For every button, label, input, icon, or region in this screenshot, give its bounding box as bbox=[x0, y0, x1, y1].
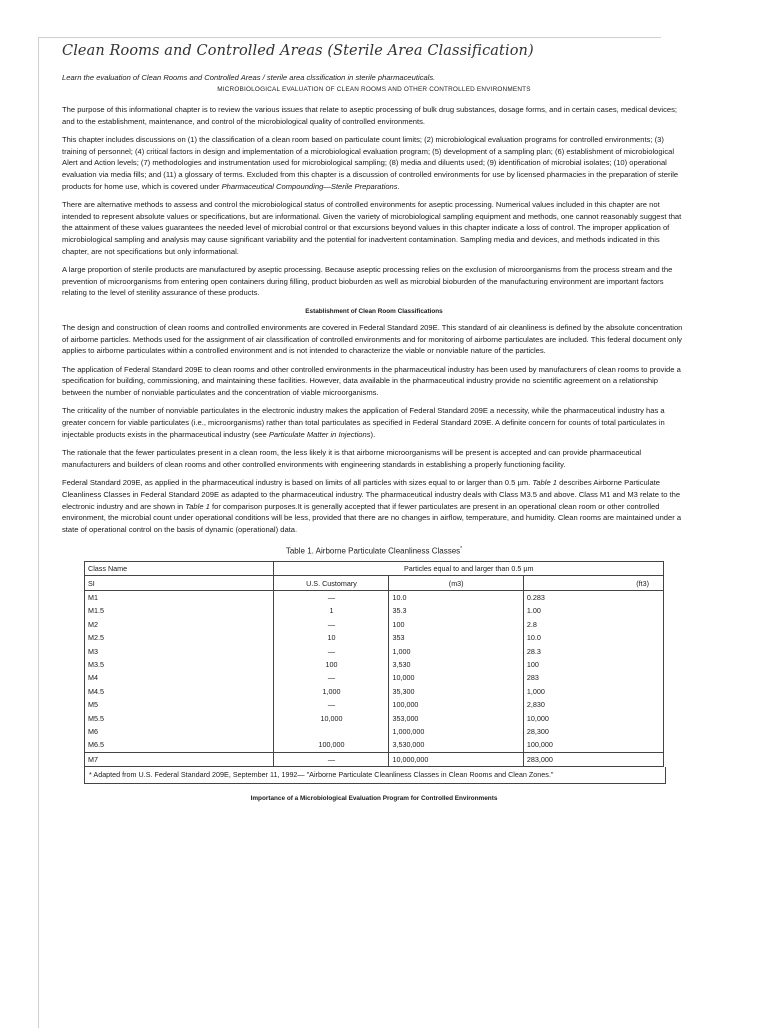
paragraph-federal-standard bbox=[62, 477, 686, 535]
table-reference: Table 1 bbox=[185, 501, 210, 511]
cell-ft3: 2,830 bbox=[523, 698, 663, 711]
cell-m3: 100,000 bbox=[389, 698, 523, 711]
cell-m3: 1,000 bbox=[389, 644, 523, 657]
paragraph-alternative-methods: There are alternative methods to assess and control the microbiological status of controlled environments for aseptic processing. Numerical values included in this chapter are not intended to represent absolute values or specifications, but are informational. Given the variety of microbiological sampling equipment and methods, one cannot reasonably suggest that the attainment of these values guarantees the needed level of microbial control or that excursions beyond values in this chapter indicate a loss of control. The improper application of microbiological sampling and analysis may cause significant variability and the potential for inadvertent contamination. Sampling media and devices, and methods indicated in this chapter, are not specifications but only informational. bbox=[62, 200, 682, 256]
paragraph-text: Federal Standard 209E, as applied in the pharmaceutical industry is based on limits of all particles with sizes equal to or larger than 0.5 µm. bbox=[62, 478, 533, 488]
table-row bbox=[85, 752, 664, 766]
cell-us-customary: 1 bbox=[274, 604, 389, 617]
cell-ft3: 283,000 bbox=[523, 752, 663, 766]
cell-us-customary: — bbox=[274, 671, 389, 684]
table-footnote: * Adapted from U.S. Federal Standard 209E, September 11, 1992— "Airborne Particulate Cleanliness Classes in Clean Rooms and Clean Zones." bbox=[84, 767, 666, 784]
cell-us-customary: — bbox=[274, 618, 389, 631]
cell-us-customary: 10 bbox=[274, 631, 389, 644]
paragraph-chapter-contents bbox=[62, 134, 686, 192]
table-row bbox=[85, 738, 664, 752]
cell-class-name: M4.5 bbox=[85, 685, 274, 698]
cleanliness-classes-table bbox=[84, 561, 664, 767]
cell-m3: 3,530,000 bbox=[389, 738, 523, 752]
paragraph-application: The application of Federal Standard 209E to clean rooms and other controlled environments in the pharmaceutical industry has been used by manufacturers of clean rooms to provide a specification for building, commissioning, and maintaining these facilities. However, data available in the pharmaceutical industry provide no scientific agreement on a relationship between the number of nonviable particulates and the concentration of viable microorganisms. bbox=[62, 364, 681, 397]
document-title: Clean Rooms and Controlled Areas (Sterile Area Classification) bbox=[62, 43, 534, 59]
cell-us-customary: 1,000 bbox=[274, 685, 389, 698]
table-caption bbox=[62, 546, 686, 556]
paragraph-text: . bbox=[397, 181, 400, 191]
cell-class-name: M3.5 bbox=[85, 658, 274, 671]
header-us-customary: U.S. Customary bbox=[274, 576, 389, 590]
cell-class-name: M1 bbox=[85, 590, 274, 604]
cell-us-customary: — bbox=[274, 590, 389, 604]
cell-ft3: 1.00 bbox=[523, 604, 663, 617]
cell-m3: 1,000,000 bbox=[389, 725, 523, 738]
table-row bbox=[85, 618, 664, 631]
table-row bbox=[85, 725, 664, 738]
cell-m3: 10,000,000 bbox=[389, 752, 523, 766]
table-header-row bbox=[85, 562, 664, 576]
paragraph-text: describes Airborne Particulate Cleanliness Classes in Federal Standard 209E as adapted to the pharmaceutical industry. The pharmaceutical industry deals with Class M3.5 and above. Class M1 and M3 relate to the electronic industry and are shown in bbox=[62, 478, 681, 511]
cell-m3: 10,000 bbox=[389, 671, 523, 684]
reference-link: Pharmaceutical Compounding—Sterile Preparations bbox=[221, 181, 398, 191]
table-row bbox=[85, 711, 664, 724]
cell-m3: 35.3 bbox=[389, 604, 523, 617]
cell-class-name: M4 bbox=[85, 671, 274, 684]
cell-class-name: M3 bbox=[85, 644, 274, 657]
section-heading: MICROBIOLOGICAL EVALUATION OF CLEAN ROOMS AND OTHER CONTROLLED ENVIRONMENTS bbox=[217, 86, 531, 93]
header-si: SI bbox=[85, 576, 274, 590]
table-row bbox=[85, 685, 664, 698]
cell-m3: 100 bbox=[389, 618, 523, 631]
document-subtitle: Learn the evaluation of Clean Rooms and Controlled Areas / sterile area clssification in sterile pharmaceuticals. bbox=[62, 73, 436, 82]
cell-class-name: M6.5 bbox=[85, 738, 274, 752]
table-row bbox=[85, 631, 664, 644]
cell-us-customary bbox=[274, 725, 389, 738]
table-caption-text: Table 1. Airborne Particulate Cleanliness Classes bbox=[285, 547, 461, 557]
cell-class-name: M1.5 bbox=[85, 604, 274, 617]
cell-ft3: 283 bbox=[523, 671, 663, 684]
cell-ft3: 28.3 bbox=[523, 644, 663, 657]
header-m3: (m3) bbox=[389, 576, 523, 590]
table-row bbox=[85, 604, 664, 617]
subheading-clean-room-classifications: Establishment of Clean Room Classifications bbox=[305, 307, 443, 315]
cell-m3: 10.0 bbox=[389, 590, 523, 604]
cell-m3: 35,300 bbox=[389, 685, 523, 698]
cell-m3: 353 bbox=[389, 631, 523, 644]
cell-m3: 353,000 bbox=[389, 711, 523, 724]
paragraph-aseptic-processing: A large proportion of sterile products are manufactured by aseptic processing. Because aseptic processing relies on the exclusion of microorganisms from the process stream and the prevention of microorganisms from entering open containers during filling, product bioburden as well as microbial bioburden of the manufacturing environment are important factors relating to the level of sterility assurance of these products. bbox=[62, 265, 673, 298]
table-subheader-row bbox=[85, 576, 664, 590]
paragraph-rationale: The rationale that the fewer particulates present in a clean room, the less likely it is that airborne microorganisms will be present is accepted and can provide pharmaceutical manufacturers and builders of clean rooms and other controlled environments with engineering standards in establishing a properly functioning facility. bbox=[62, 448, 642, 469]
header-particles: Particles equal to and larger than 0.5 µm bbox=[274, 562, 664, 576]
cell-ft3: 100 bbox=[523, 658, 663, 671]
cell-class-name: M5.5 bbox=[85, 711, 274, 724]
header-ft3: (ft3) bbox=[523, 576, 663, 590]
subheading-evaluation-program: Importance of a Microbiological Evaluation Program for Controlled Environments bbox=[250, 794, 498, 802]
table-reference: Table 1 bbox=[532, 478, 558, 488]
cell-class-name: M5 bbox=[85, 698, 274, 711]
cell-ft3: 0.283 bbox=[523, 590, 663, 604]
cell-us-customary: 10,000 bbox=[274, 711, 389, 724]
cell-ft3: 28,300 bbox=[523, 725, 663, 738]
cell-class-name: M2 bbox=[85, 618, 274, 631]
cell-ft3: 100,000 bbox=[523, 738, 663, 752]
header-class-name: Class Name bbox=[85, 562, 274, 576]
cell-m3: 3,530 bbox=[389, 658, 523, 671]
table-row bbox=[85, 658, 664, 671]
cell-us-customary: 100 bbox=[274, 658, 389, 671]
document-body bbox=[62, 40, 686, 802]
paragraph-text: This chapter includes discussions on (1) the classification of a clean room based on particulate count limits; (2) microbiological evaluation programs for controlled environments; (3) training of personnel; (4) critical factors in design and implementation of a microbiological evaluation program; (5) development of a sampling plan; (6) establishment of microbiological Alert and Action levels; (7) methodologies and instrumentation used for microbiological sampling; (8) media and diluents used; (9) identification of microbial isolates; (10) operational evaluation via media fills; and (11) a glossary of terms. Excluded from this chapter is a discussion of controlled environments for use by licensed pharmacies in the preparation of sterile products for home use, which is covered under bbox=[62, 135, 679, 191]
cell-us-customary: — bbox=[274, 698, 389, 711]
cell-ft3: 1,000 bbox=[523, 685, 663, 698]
table-body bbox=[85, 590, 664, 766]
cell-ft3: 2.8 bbox=[523, 618, 663, 631]
cell-class-name: M6 bbox=[85, 725, 274, 738]
table-row bbox=[85, 590, 664, 604]
cell-ft3: 10.0 bbox=[523, 631, 663, 644]
paragraph-purpose: The purpose of this informational chapter is to review the various issues that relate to aseptic processing of bulk drug substances, dosage forms, and in certain cases, medical devices; and to the establishment, maintenance, and control of the microbiological quality of controlled environments. bbox=[62, 105, 677, 126]
table-container bbox=[84, 561, 664, 784]
paragraph-text: for comparison purposes.It is generally accepted that if fewer particulates are present in an operational clean room or other controlled environment, the microbial count under operational conditions will be less, provided that there are no changes in airflow, temperature, and humidity. Clean rooms are maintained under a state of operational control on the basis of dynamic (operational) data. bbox=[62, 501, 682, 534]
cell-us-customary: — bbox=[274, 752, 389, 766]
table-row bbox=[85, 644, 664, 657]
cell-ft3: 10,000 bbox=[523, 711, 663, 724]
paragraph-criticality bbox=[62, 405, 686, 440]
paragraph-design-construction: The design and construction of clean rooms and controlled environments are covered in Federal Standard 209E. This standard of air cleanliness is defined by the absolute concentration of airborne particles. Methods used for the assignment of air classification of controlled environments and for monitoring of airborne particulates are included. This federal document only applies to airborne particulates within a controlled environment and is not intended to characterize the viable or nonviable nature of the particles. bbox=[62, 322, 683, 356]
table-caption-mark: * bbox=[460, 546, 463, 553]
cell-class-name: M2.5 bbox=[85, 631, 274, 644]
paragraph-text: ). bbox=[370, 429, 376, 439]
cell-class-name: M7 bbox=[85, 752, 274, 766]
paragraph-text: The criticality of the number of nonviable particulates in the electronic industry makes the application of Federal Standard 209E a necessity, while the pharmaceutical industry has a greater concern for viable particulates (i.e., microorganisms) rather than total particulates as specified in Federal Standard 209E. A definite concern for counts of total particulates in injectable products exists in the pharmaceutical industry (see bbox=[62, 406, 665, 439]
cell-us-customary: — bbox=[274, 644, 389, 657]
table-row bbox=[85, 698, 664, 711]
table-row bbox=[85, 671, 664, 684]
reference-link: Particulate Matter in Injections bbox=[268, 429, 371, 439]
cell-us-customary: 100,000 bbox=[274, 738, 389, 752]
